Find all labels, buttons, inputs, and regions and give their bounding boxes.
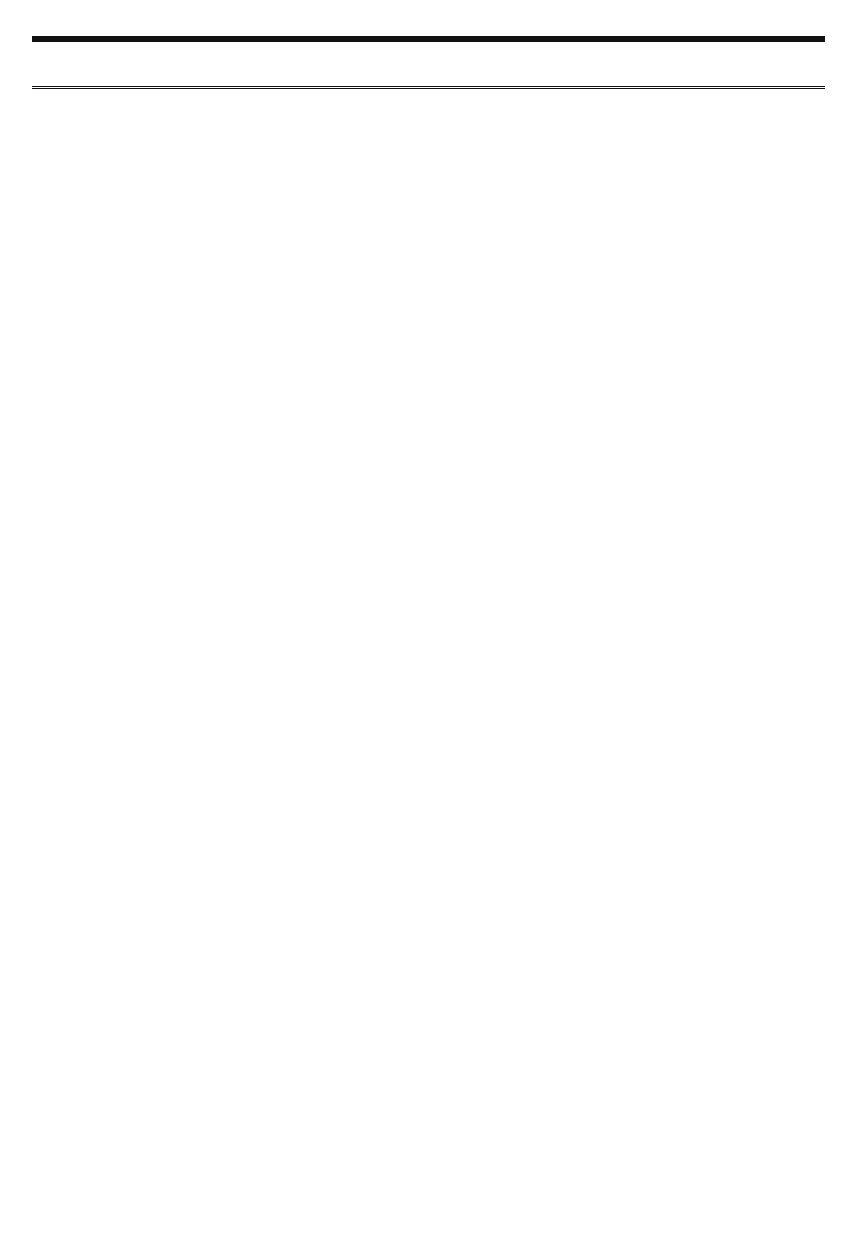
page-content <box>32 112 825 1220</box>
masthead-top-bar <box>32 36 825 42</box>
section-name-chinese <box>229 50 232 68</box>
masthead <box>32 44 825 84</box>
masthead-rule <box>32 86 825 87</box>
meeting-notice-article <box>680 112 825 1220</box>
masthead-rule-secondary <box>32 88 825 89</box>
